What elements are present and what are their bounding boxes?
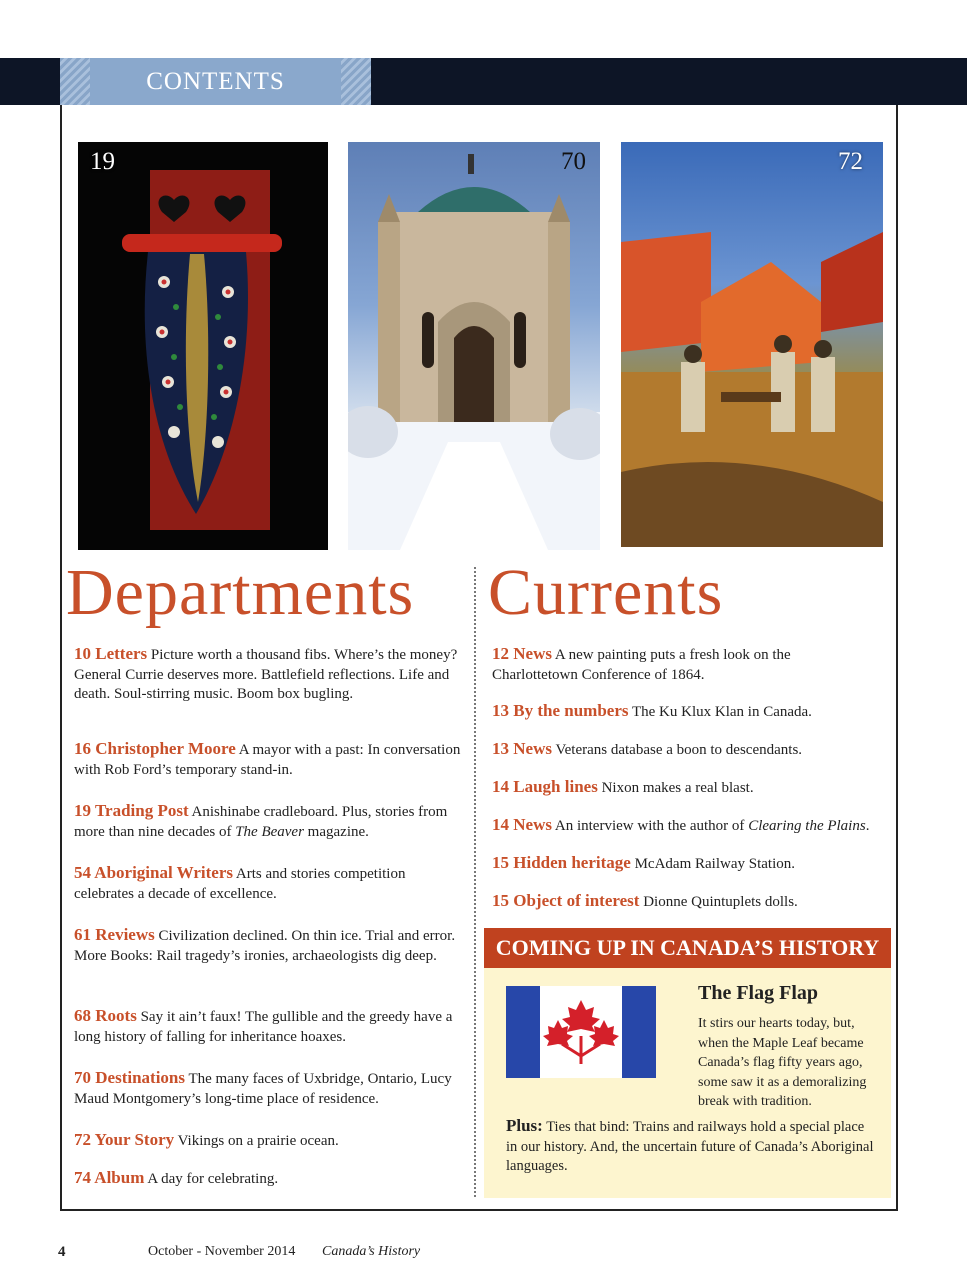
department-entry: 54 Aboriginal Writers Arts and stories competition celebrates a decade of excellence. (74, 863, 406, 902)
department-entry: 70 Destinations The many faces of Uxbridge, Ontario, Lucy Maud Montgomery’s long-time place of residence. (74, 1068, 452, 1107)
photo-page-number: 70 (561, 148, 586, 175)
photo-workers (621, 142, 883, 547)
page-number: 4 (58, 1244, 66, 1260)
plus-text: Plus: Ties that bind: Trains and railways hold a special place in our history. And, the uncertain future of Canada’s Aboriginal languages. (506, 1116, 874, 1174)
currents-title: Currents (488, 556, 724, 629)
building-illustration (348, 142, 600, 550)
photo-cradleboard (78, 142, 328, 550)
department-entry: 10 Letters Picture worth a thousand fibs. Where’s the money? General Currie deserves more. Battlefield reflections. Life and death. Soul-stirring music. Boom box bugling. (74, 644, 458, 702)
photo-page-number: 19 (90, 148, 115, 175)
canadian-flag-icon (506, 986, 656, 1078)
departments-title: Departments (66, 556, 415, 629)
department-entry: 19 Trading Post Anishinabe cradleboard. Plus, stories from more than nine decades of The Beaver magazine. (74, 801, 448, 840)
coming-up-title: COMING UP IN CANADA’S HISTORY (484, 928, 891, 968)
currents-entry: 14 News An interview with the author of Clearing the Plains. (492, 815, 870, 834)
coming-up-box (484, 928, 891, 1198)
magazine-name: Canada’s History (322, 1244, 421, 1259)
contents-label: CONTENTS (146, 67, 285, 95)
currents-entry: 15 Hidden heritage McAdam Railway Station. (492, 853, 795, 872)
department-entry: 16 Christopher Moore A mayor with a past: In conversation with Rob Ford’s temporary stand-in. (74, 739, 461, 778)
currents-entry: 14 Laugh lines Nixon makes a real blast. (492, 777, 754, 796)
cradleboard-illustration (78, 142, 328, 550)
feature-text: It stirs our hearts today, but, when the Maple Leaf became Canada’s flag fifty years ago, some saw it as a demoralizing break with tradition. (698, 1016, 867, 1109)
photo-page-number: 72 (838, 148, 863, 175)
issue-date: October - November 2014 (148, 1244, 296, 1259)
photo-building (348, 142, 600, 550)
currents-entry: 12 News A new painting puts a fresh look on the Charlottetown Conference of 1864. (492, 644, 791, 683)
department-entry: 74 Album A day for celebrating. (74, 1168, 279, 1187)
currents-entry: 13 By the numbers The Ku Klux Klan in Canada. (492, 701, 812, 720)
department-entry: 72 Your Story Vikings on a prairie ocean. (74, 1130, 339, 1149)
column-divider (474, 567, 476, 1197)
department-entry: 68 Roots Say it ain’t faux! The gullible and the greedy have a long history of falling for inheritance hoaxes. (74, 1006, 453, 1045)
currents-entry: 15 Object of interest Dionne Quintuplets dolls. (492, 891, 798, 910)
workers-illustration (621, 142, 883, 547)
contents-tab (60, 58, 371, 105)
currents-entry: 13 News Veterans database a boon to descendants. (492, 739, 803, 758)
feature-title: The Flag Flap (698, 982, 819, 1004)
department-entry: 61 Reviews Civilization declined. On thin ice. Trial and error. More Books: Rail tragedy’s ironies, archaeologists dig deep. (74, 925, 456, 964)
